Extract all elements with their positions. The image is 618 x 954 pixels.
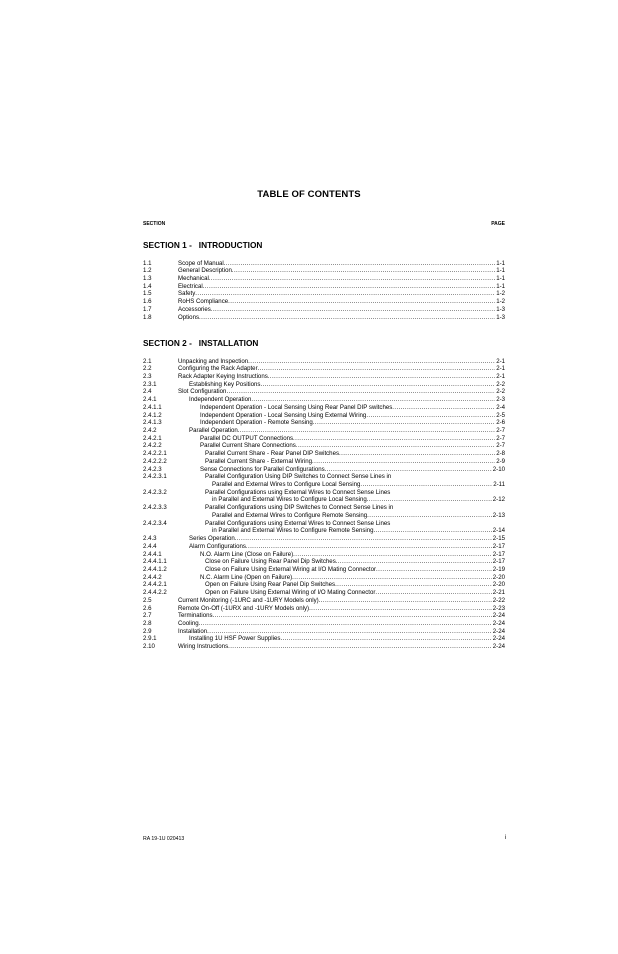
toc-entry-title: Unpacking and Inspection: [178, 357, 249, 365]
toc-entry-number: 2.4.2.3.4: [143, 519, 167, 527]
toc-entry-number: 2.4.4.2.2: [143, 589, 167, 597]
toc-entry-page: 2-14: [492, 527, 505, 535]
toc-entry-number: 2.4.1.1: [143, 403, 162, 411]
toc-entry-number: 2.3: [143, 372, 152, 380]
toc-entry-number: 1.1: [143, 259, 152, 267]
toc-entry-number: 2.4.4.2: [143, 573, 162, 581]
toc-entry-page: 2-4: [496, 403, 505, 411]
toc-entry-page: 2-1: [496, 372, 505, 380]
toc-entry-page: 1-3: [496, 305, 505, 313]
toc-entry-title: Accessories: [178, 305, 211, 313]
toc-entry-title: Parallel Configuration Using DIP Switches to Connect Sense Lines in: [205, 473, 392, 481]
toc-entry-page: 2-17: [492, 558, 505, 566]
toc-entry-title: Configuring the Rack Adapter: [178, 365, 258, 373]
toc-entry-title: in Parallel and External Wires to Configure Remote Sensing: [212, 527, 374, 535]
toc-entry-title: Mechanical: [178, 274, 209, 282]
toc-entry-page: 2-13: [492, 511, 505, 519]
toc-entry: [143, 643, 505, 651]
toc-entry-number: 2.4.4.1.1: [143, 558, 167, 566]
toc-entry-title: Cooling: [178, 619, 199, 627]
toc-entry-title: Rack Adapter Keying Instructions: [178, 372, 268, 380]
page-column-header: PAGE: [491, 221, 505, 227]
toc-entry-page: 2-2: [496, 388, 505, 396]
toc-entry-title: Installing 1U HSF Power Supplies: [189, 635, 281, 643]
footer-page-number: i: [504, 835, 506, 841]
toc-entry-number: 2.4.1: [143, 396, 157, 404]
toc-entry-title: Electrical: [178, 282, 203, 290]
toc-entry-title: Independent Operation - Local Sensing Using External Wiring: [200, 411, 367, 419]
toc-entry-title: Options: [178, 313, 200, 321]
toc-entry-page: 1-2: [496, 290, 505, 298]
toc-entry-number: 1.7: [143, 305, 152, 313]
toc-entry-title: Independent Operation - Local Sensing Using Rear Panel DIP switches: [200, 403, 393, 411]
toc-entry-title: Series Operation: [189, 535, 235, 543]
toc-entry-number: 2.4.1.2: [143, 411, 162, 419]
toc-entry-page: 2-24: [492, 619, 505, 627]
toc-entry-number: 2.2: [143, 365, 152, 373]
toc-entry-number: 2.4.2.2.2: [143, 457, 167, 465]
toc-entry-page: 2-20: [492, 573, 505, 581]
toc-entry: [143, 314, 505, 322]
toc-entry-page: 2-1: [496, 357, 505, 365]
toc-entry-page: 2-24: [492, 627, 505, 635]
toc-entry-title: Installation: [178, 627, 208, 635]
toc-entry-page: 2-6: [496, 419, 505, 427]
toc-entry-page: 2-17: [492, 550, 505, 558]
toc-entry-number: 2.5: [143, 596, 152, 604]
toc-entry-page: 2-10: [492, 465, 505, 473]
toc-entry-number: 2.4.2.3: [143, 465, 162, 473]
toc-entry-title: Parallel Configurations using DIP Switches to Connect Sense Lines in: [205, 504, 394, 512]
toc-entry-page: 2-20: [492, 581, 505, 589]
toc-entry-page: 2-7: [496, 426, 505, 434]
toc-entry-page: 1-1: [496, 282, 505, 290]
toc-entry-number: 2.4.2.2: [143, 442, 162, 450]
toc-entry-page: 2-3: [496, 396, 505, 404]
toc-entry-number: 2.4.4: [143, 542, 157, 550]
toc-entry-title: Safety: [178, 290, 196, 298]
toc-entry-number: 2.4.4.1.2: [143, 565, 167, 573]
toc-entry-page: 2-7: [496, 442, 505, 450]
toc-entry-number: 2.4.4.1: [143, 550, 162, 558]
toc-entry-title: RoHS Compliance: [178, 298, 229, 306]
toc-entry-page: 1-3: [496, 313, 505, 321]
toc-entry-page: 2-21: [492, 589, 505, 597]
toc-entry-number: 2.4.2.1: [143, 434, 162, 442]
toc-entry-title-line: [178, 643, 505, 651]
toc-entry-page: 2-1: [496, 365, 505, 373]
toc-entry-page: 1-1: [496, 267, 505, 275]
toc-entry-number: 1.2: [143, 267, 152, 275]
toc-entry-number: 2.9: [143, 627, 152, 635]
toc-entry-title: Scope of Manual: [178, 259, 224, 267]
toc-entry-number: 2.10: [143, 643, 155, 651]
toc-entry-number: 2.6: [143, 604, 152, 612]
toc-entry-number: 1.8: [143, 313, 152, 321]
toc-entry-title: Parallel Current Share Connections: [200, 442, 296, 450]
toc-entry-title: Open on Failure Using External Wiring of I/O Mating Connector: [205, 589, 376, 597]
toc-entry-page: 2-2: [496, 380, 505, 388]
toc-entry-title-line: [178, 314, 505, 322]
toc-entry-number: 2.4: [143, 388, 152, 396]
toc-entry-title: Close on Failure Using External Wiring at I/O Mating Connector: [205, 565, 377, 573]
toc-entry-page: 2-15: [492, 535, 505, 543]
toc-entry-number: 2.4.2.3.1: [143, 473, 167, 481]
toc-entry-page: 2-5: [496, 411, 505, 419]
toc-entry-number: 1.5: [143, 290, 152, 298]
toc-entry-number: 2.1: [143, 357, 152, 365]
toc-entry-title: Alarm Configurations: [189, 542, 246, 550]
toc-entry-page: 1-1: [496, 274, 505, 282]
toc-entry-title: Open on Failure Using Rear Panel Dip Switches: [205, 581, 336, 589]
toc-entry-title: Terminations: [178, 612, 213, 620]
toc-entry-title: Independent Operation - Remote Sensing: [200, 419, 313, 427]
toc-entry-title: Close on Failure Using Rear Panel Dip Switches: [205, 558, 336, 566]
toc-entry-title: Parallel Operation: [189, 426, 238, 434]
toc-entry-page: 2-17: [492, 542, 505, 550]
page-title: TABLE OF CONTENTS: [257, 189, 361, 200]
toc-entry-title: Parallel Current Share - Rear Panel DIP Switches: [205, 450, 340, 458]
toc-entry-title: Current Monitoring (-1URC and -1URY Models only): [178, 596, 319, 604]
toc-entry-number: 2.4.3: [143, 535, 157, 543]
toc-entry-number: 2.9.1: [143, 635, 157, 643]
footer-doc-id: RA 19-1U 020413: [143, 836, 185, 842]
toc-entry-page: 1-2: [496, 298, 505, 306]
toc-entry-number: 2.4.2.3.3: [143, 504, 167, 512]
toc-entry-title: Sense Connections for Parallel Configurations: [200, 465, 325, 473]
toc-entry-number: 2.7: [143, 612, 152, 620]
toc-entry-page: 2-23: [492, 604, 505, 612]
toc-entry-page: 2-12: [492, 496, 505, 504]
toc-entry-title: Parallel Configurations using External Wires to Connect Sense Lines: [205, 488, 391, 496]
toc-entry-title: Parallel and External Wires to Configure Remote Sensing: [212, 511, 368, 519]
toc-entry-title: Parallel DC OUTPUT Connections: [200, 434, 294, 442]
toc-entry-title: Establishing Key Positions: [189, 380, 261, 388]
toc-entry-page: 1-1: [496, 259, 505, 267]
toc-entry-title: in Parallel and External Wires to Configure Local Sensing: [212, 496, 367, 504]
toc-entry-number: 2.3.1: [143, 380, 157, 388]
toc-entry-page: 2-24: [492, 635, 505, 643]
toc-entry-page: 2-22: [492, 596, 505, 604]
toc-entry-number: 2.4.2: [143, 426, 157, 434]
section-column-header: SECTION: [143, 221, 166, 227]
toc-entry-page: 2-19: [492, 565, 505, 573]
dot-leader: [228, 643, 492, 651]
toc-entry-number: 2.4.2.2.1: [143, 450, 167, 458]
toc-entry-title: Remote On-Off (-1URX and -1URY Models only): [178, 604, 310, 612]
toc-entry-title: Parallel and External Wires to Configure Local Sensing: [212, 481, 361, 489]
toc-entry-number: 1.3: [143, 274, 152, 282]
toc-entry-page: 2-7: [496, 434, 505, 442]
section-heading: SECTION 1 - INTRODUCTION: [143, 240, 263, 250]
toc-entry-number: 2.4.1.3: [143, 419, 162, 427]
toc-entry-title: General Description: [178, 267, 232, 275]
toc-entry-number: 2.4.4.2.1: [143, 581, 167, 589]
toc-entry-title: N.C. Alarm Line (Open on Failure): [200, 573, 293, 581]
toc-entry-page: 2-9: [496, 457, 505, 465]
section-heading: SECTION 2 - INSTALLATION: [143, 338, 259, 348]
toc-entry-title: Slot Configuration: [178, 388, 227, 396]
dot-leader: [199, 314, 495, 322]
toc-entry-title: Independent Operation: [189, 396, 252, 404]
toc-entry-number: 2.4.2.3.2: [143, 488, 167, 496]
toc-entry-number: 1.6: [143, 298, 152, 306]
toc-entry-title: Wiring Instructions: [178, 643, 229, 651]
toc-entry-title: Parallel Current Share - External Wiring: [205, 457, 313, 465]
toc-entry-number: 2.8: [143, 619, 152, 627]
toc-entry-page: 2-8: [496, 450, 505, 458]
toc-entry-number: 1.4: [143, 282, 152, 290]
toc-entry-title: Parallel Configurations using External Wires to Connect Sense Lines: [205, 519, 391, 527]
toc-entry-page: 2-24: [492, 643, 505, 651]
toc-entry-page: 2-24: [492, 612, 505, 620]
toc-entry-page: 2-11: [493, 481, 505, 489]
toc-entry-title: N.O. Alarm Line (Close on Failure): [200, 550, 294, 558]
